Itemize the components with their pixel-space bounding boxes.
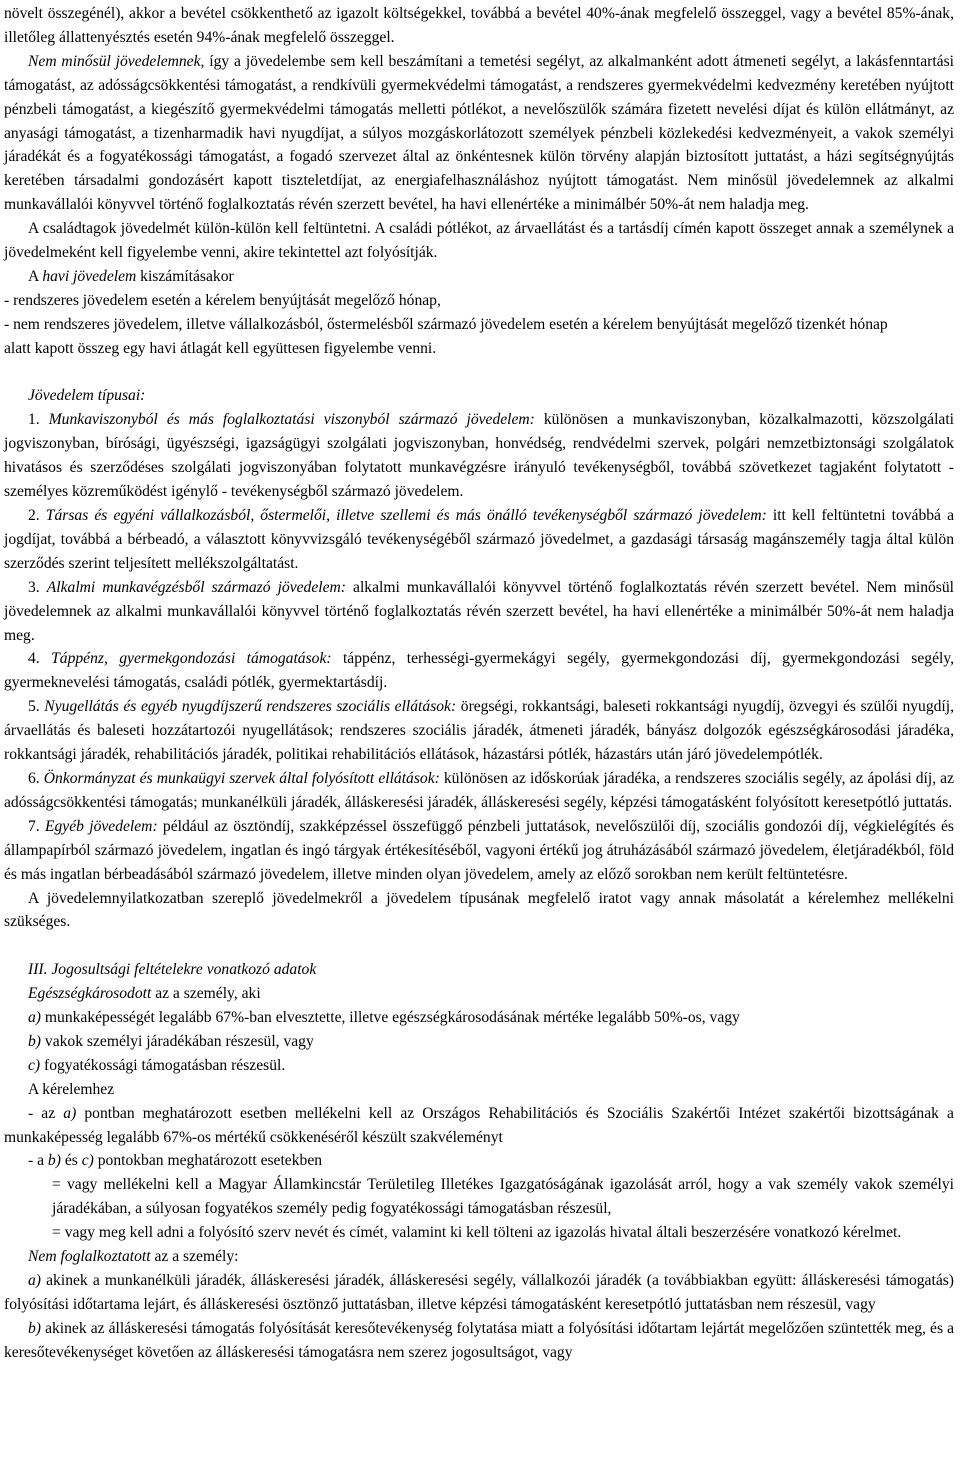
- spacer: [4, 934, 954, 958]
- term-not-income: Nem minősül jövedelemnek,: [28, 52, 205, 70]
- income-type-title: Önkormányzat és munkaügyi szervek által folyósított ellátások:: [43, 769, 440, 787]
- income-type-text: különösen a munkaviszonyban, közalkalmazotti, közszolgálati jogviszonyban, bírósági, ügyészségi, igazságügyi szolgálati jogviszonyban, honvédség, rendvédelmi szervek, polgári nemzetbiztonsági szolgálatok hivatásos és szerződéses szolgálati jogviszonyában folytatott munkavégzésre irányuló tevékenységből, továbbá szövetkezet tagjaként folytatott - személyes közreműködést igénylő - tevékenységből származó jövedelem.: [4, 411, 954, 501]
- income-type-item: [4, 647, 954, 695]
- term-monthly-income: havi jövedelem: [42, 267, 137, 285]
- paragraph-income-reduction: növelt összegénél), akkor a bevétel csökkenthető az igazolt költségekkel, továbbá a bevétel 40%-ának megfelelő összeggel, vagy a bevétel 85%-ának, illetőleg állattenyésztés esetén 94%-ának megfelelő összeggel.: [4, 5, 954, 46]
- monthly-income-line-1: - rendszeres jövedelem esetén a kérelem benyújtását megelőző hónap,: [4, 291, 441, 309]
- income-type-number: 1.: [28, 411, 49, 429]
- income-type-text: például az ösztöndíj, szakképzéssel összefüggő pénzbeli juttatások, nevelőszülői díj, szociális gondozói díj, végkielégítés és állampapírból származó jövedelem, ingatlan és ingó tárgyak értékesítéséből, vagyoni értékű jog átruházásából származó jövedelem, életjáradékból, föld és más ingatlan bérbeadásából származó jövedelem, illetve minden olyan jövedelem, amely az előző sorokban nem került feltüntetésre.: [4, 817, 954, 883]
- paragraph-monthly-income: A havi jövedelem kiszámításakor: [28, 267, 234, 285]
- spacer: [4, 361, 954, 385]
- income-type-number: 4.: [28, 650, 52, 668]
- paragraph-not-income: Nem minősül jövedelemnek, így a jövedelembe sem kell beszámítani a temetési segélyt, az alkalmanként adott átmeneti segélyt, a lakásfenntartási támogatást, az adósságcsökkentési támogatást, a rendkívüli gyermekvédelmi támogatást, a rendszeres gyermekvédelmi kedvezmény keretében nyújtott pénzbeli támogatást, a kiegészítő gyermekvédelmi támogatás melletti pótlékot, a nevelőszülők számára fizetett nevelési díjat és külön ellátmányt, az anyasági támogatást, a tizenharmadik havi nyugdíjat, a súlyos mozgáskorlátozott személyek pénzbeli közlekedési kedvezményeit, a vakok személyi járadékát és a fogyatékossági támogatást, a fogadó szervezet által az önkéntesnek külön törvény alapján biztosított juttatást, a házi segítségnyújtás keretében társadalmi gondozásért kapott tiszteletdíjat, az energiafelhasználáshoz nyújtott támogatást. Nem minősül jövedelemnek az alkalmi munkavállalói könyvvel történő foglalkoztatás révén szerzett bevétel, ha havi ellenértéke a minimálbér 50%-át nem haladja meg.: [4, 52, 954, 214]
- not-employed-item-a: a) akinek a munkanélküli járadék, álláskeresési járadék, álláskeresési segély, vállalkozói járadék (a továbbiakban együtt: álláskeresési támogatás) folyósítási időtartama lejárt, és álláskeresési ösztönző juttatásban, illetve képzési támogatásként keresetpótló juttatásban nem részesül, vagy: [4, 1272, 954, 1313]
- income-type-text: különösen az időskorúak járadéka, a rendszeres szociális segély, az ápolási díj, az adósságcsökkentési támogatás; munkanélküli járadék, álláskeresési járadék, álláskeresési segély, képzési támogatásként folyósított keresetpótló juttatás.: [4, 769, 955, 811]
- income-type-number: 3.: [28, 578, 47, 596]
- income-types-heading: Jövedelem típusai:: [28, 387, 146, 405]
- income-type-number: 7.: [28, 817, 45, 835]
- attachment-sub-1: = vagy mellékelni kell a Magyar Államkincstár Területileg Illetékes Igazgatóságának igazolását arról, hogy a vak személy vakok személyi járadékában, a súlyosan fogyatékos személy pedig fogyatékossági támogatásban részesül,: [52, 1176, 954, 1218]
- income-types-list: [4, 408, 954, 886]
- income-type-number: 6.: [28, 769, 44, 787]
- income-type-item: [4, 576, 954, 648]
- income-type-item: [4, 767, 954, 815]
- income-type-number: 2.: [28, 507, 46, 525]
- health-impaired-item-a: a) munkaképességét legalább 67%-ban elvesztette, illetve egészségkárosodásának mértéke legalább 50%-os, vagy: [28, 1009, 740, 1027]
- section-3-heading: III. Jogosultsági feltételekre vonatkozó adatok: [28, 961, 317, 979]
- monthly-income-line-3: alatt kapott összeg egy havi átlagát kell együttesen figyelembe venni.: [4, 339, 437, 357]
- paragraph-attachments: A jövedelemnyilatkozatban szereplő jövedelmekről a jövedelem típusának megfelelő iratot vagy annak másolatát a kérelemhez mellékelni szükséges.: [4, 889, 954, 931]
- income-type-number: 5.: [28, 698, 45, 716]
- not-employed-item-b: b) akinek az álláskeresési támogatás folyósítását keresőtevékenység folytatása miatt a folyósítási időtartam lejártát megelőzően szüntették meg, és a keresőtevékenységet követően az álláskeresési támogatásra nem szerez jogosultságot, vagy: [4, 1319, 954, 1361]
- income-type-title: Táppénz, gyermekgondozási támogatások:: [51, 650, 332, 668]
- income-type-title: Munkaviszonyból és más foglalkoztatási viszonyból származó jövedelem:: [48, 411, 535, 429]
- income-type-item: [4, 504, 954, 576]
- income-type-item: [4, 695, 954, 767]
- definition-health-impaired: Egészségkárosodott az a személy, aki: [28, 985, 261, 1003]
- income-type-title: Alkalmi munkavégzésből származó jövedelem:: [46, 578, 346, 596]
- definition-not-employed: Nem foglalkoztatott az a személy:: [28, 1248, 239, 1266]
- income-type-text: alkalmi munkavállalói könyvvel történő foglalkoztatás révén szerzett bevétel. Nem minősül jövedelemnek az alkalmi munkavállalói könyvvel történő foglalkoztatás révén szerzett bevétel, ha havi ellenértéke a minimálbér 50%-át nem haladja meg.: [4, 578, 954, 644]
- health-impaired-item-b: b) vakok személyi járadékában részesül, vagy: [28, 1032, 314, 1050]
- income-type-item: [4, 408, 954, 504]
- income-type-item: [4, 815, 954, 887]
- attachment-sub-2: = vagy meg kell adni a folyósító szerv nevét és címét, valamint ki kell tölteni az igazolás hivatal általi beszerzésére vonatkozó kérelmet.: [52, 1224, 902, 1242]
- attachment-point-bc: - a b) és c) pontokban meghatározott esetekben: [28, 1152, 323, 1170]
- income-type-title: Társas és egyéni vállalkozásból, őstermelői, illetve szellemi és más önálló tevékenységből származó jövedelem:: [45, 507, 767, 525]
- attachments-intro: A kérelemhez: [28, 1080, 115, 1098]
- income-type-text: táppénz, terhességi-gyermekágyi segély, gyermekgondozási díj, gyermekgondozási segély, gyermeknevelési támogatás, családi pótlék, gyermektartásdíj.: [4, 650, 955, 692]
- income-type-title: Nyugellátás és egyéb nyugdíjszerű rendszeres szociális ellátások:: [44, 698, 457, 716]
- income-type-title: Egyéb jövedelem:: [44, 817, 158, 835]
- income-type-text: öregségi, rokkantsági, baleseti rokkantsági nyugdíj, özvegyi és szülői nyugdíj, árvaellátás és baleseti hozzátartozói nyugellátások; rendszeres szociális járadék, átmeneti járadék, bányász dolgozók egészségkárosodási járadéka, rokkantsági járadék, rehabilitációs járadék, politikai rehabilitációs ellátások, házastársi pótlék, házastárs után járó jövedelempótlék.: [4, 698, 954, 764]
- attachment-point-a: - az a) pontban meghatározott esetben mellékelni kell az Országos Rehabilitációs és Szociális Szakértői Intézet szakértői bizottságának a munkaképesség legalább 67%-os mértékű csökkenéséről készült szakvéleményt: [4, 1104, 954, 1146]
- paragraph-family-members: A családtagok jövedelmét külön-külön kell feltüntetni. A családi pótlékot, az árvaellátást és a tartásdíj címén kapott összeget annak a személynek a jövedelmeként kell figyelembe venni, akire tekintettel azt folyósítják.: [4, 220, 954, 262]
- health-impaired-item-c: c) fogyatékossági támogatásban részesül.: [28, 1056, 286, 1074]
- monthly-income-line-2: - nem rendszeres jövedelem, illetve vállalkozásból, őstermelésből származó jövedelem esetén a kérelem benyújtását megelőző tizenkét hónap: [4, 315, 888, 333]
- income-type-text: itt kell feltüntetni továbbá a jogdíjat, továbbá a bérbeadó, a választott könyvvizsgáló tevékenységéből származó jövedelmet, a gazdasági társaság magánszemély tagja által külön szerződés szerint teljesített mellékszolgáltatást.: [4, 507, 954, 572]
